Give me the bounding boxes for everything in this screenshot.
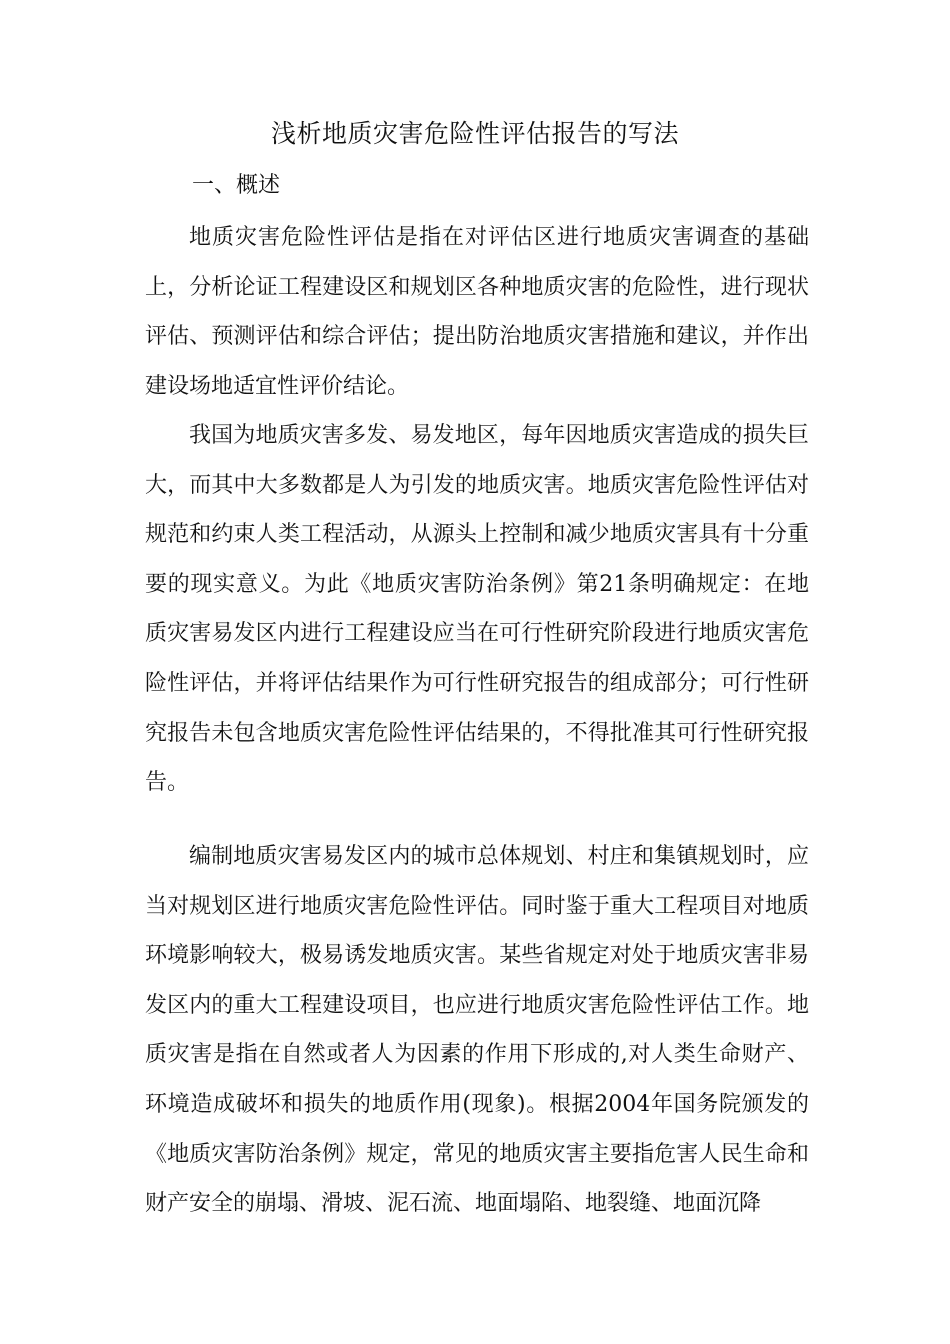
paragraph-significance: 我国为地质灾害多发、易发地区，每年因地质灾害造成的损失巨大，而其中大多数都是人为引发的地质灾害。地质灾害危险性评估对规范和约束人类工程活动，从源头上控制和减少地质灾害具有十分重要的现实意义。为此《地质灾害防治条例》第21条明确规定：在地质灾害易发区内进行工程建设应当在可行性研究阶段进行地质灾害危险性评估，并将评估结果作为可行性研究报告的组成部分；可行性研究报告未包含地质灾害危险性评估结果的，不得批准其可行性研究报告。 xyxy=(145,423,809,796)
paragraph-definition: 地质灾害危险性评估是指在对评估区进行地质灾害调查的基础上，分析论证工程建设区和规划区各种地质灾害的危险性，进行现状评估、预测评估和综合评估；提出防治地质灾害措施和建议，并作出建设场地适宜性评价结论。 xyxy=(145,225,809,399)
document-title: 浅析地质灾害危险性评估报告的写法 xyxy=(270,119,679,148)
paragraph-scope: 编制地质灾害易发区内的城市总体规划、村庄和集镇规划时，应当对规划区进行地质灾害危险性评估。同时鉴于重大工程项目对地质环境影响较大，极易诱发地质灾害。某些省规定对处于地质灾害非易发区内的重大工程建设项目，也应进行地质灾害危险性评估工作。地质灾害是指在自然或者人为因素的作用下形成的,对人类生命财产、环境造成破坏和损失的地质作用(现象)。根据2004年国务院颁发的 《地质灾害防治条例》规定，常见的地质灾害主要指危害人民生命和财产安全的崩塌、滑坡、泥石流、地面塌陷、地裂缝、地面沉降 xyxy=(145,844,832,1217)
section-heading: 一、概述 xyxy=(192,173,281,198)
